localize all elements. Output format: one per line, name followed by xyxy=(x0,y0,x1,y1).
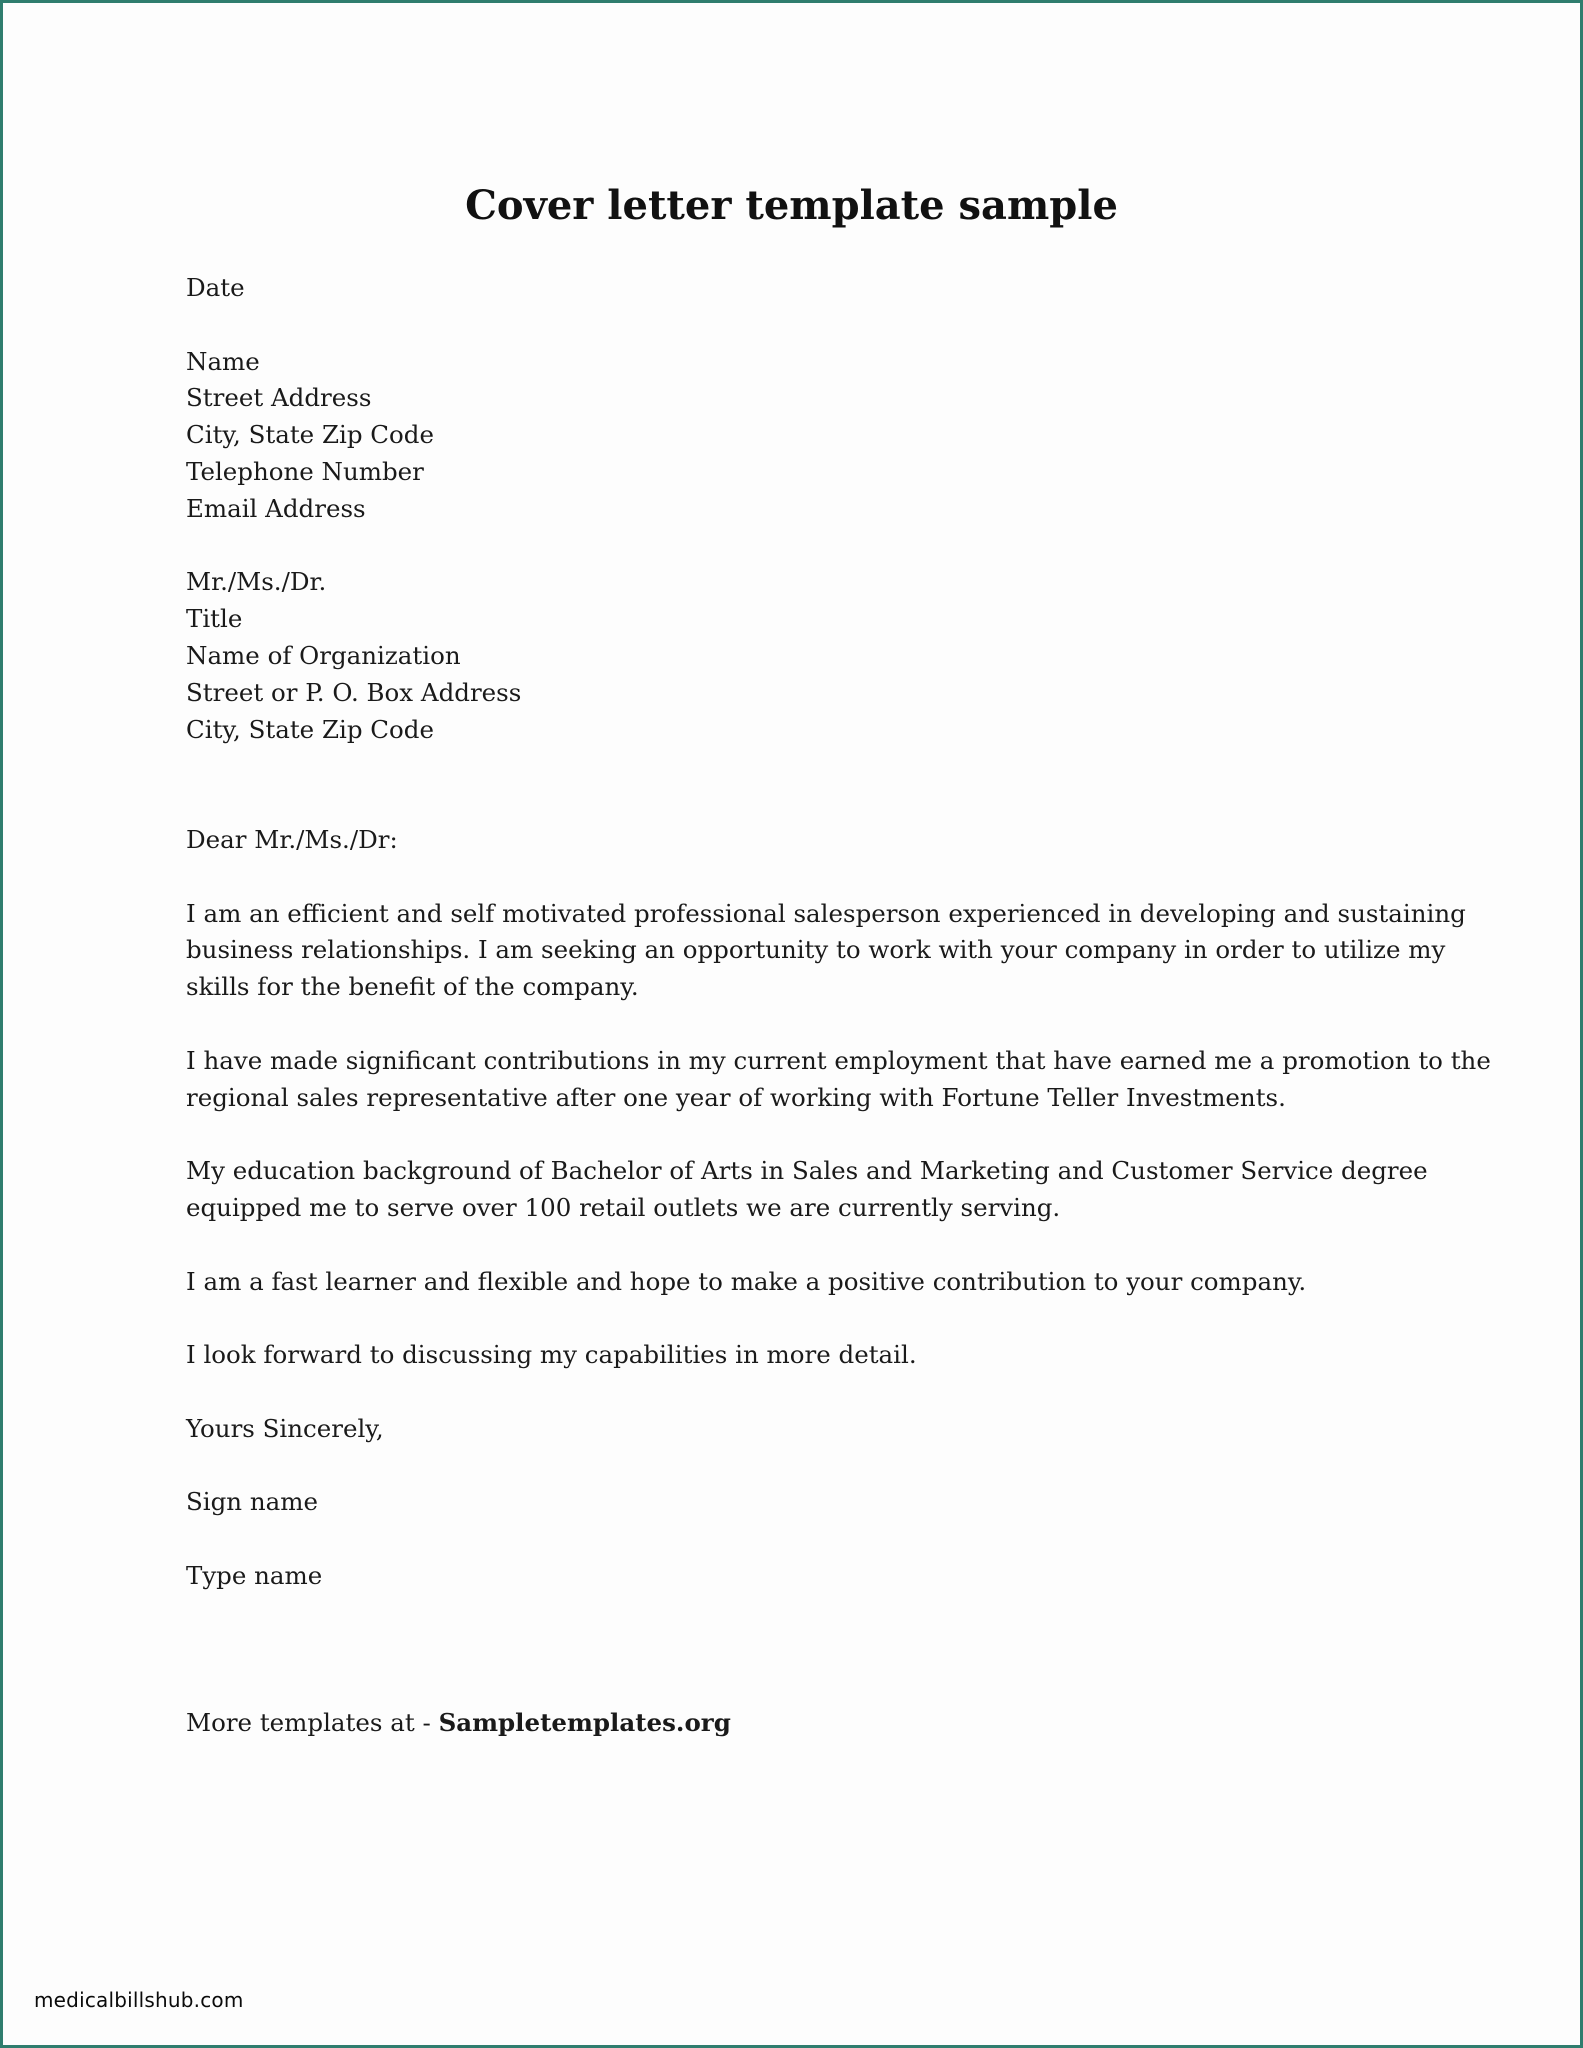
sender-block xyxy=(186,344,1426,528)
recipient-city: City, State Zip Code xyxy=(186,714,434,744)
sender-name: Name xyxy=(186,346,260,376)
closing: Yours Sincerely, xyxy=(186,1413,384,1443)
sender-street: Street Address xyxy=(186,383,372,413)
letter-body xyxy=(186,270,1491,1742)
page-title: Cover letter template sample xyxy=(465,182,1118,229)
recipient-street: Street or P. O. Box Address xyxy=(186,677,522,707)
body-paragraph xyxy=(186,896,1466,1006)
footer-site-link[interactable]: Sampletemplates.org xyxy=(438,1708,731,1738)
sender-phone: Telephone Number xyxy=(186,456,424,486)
paragraph-line: I look forward to discussing my capabilities in more detail. xyxy=(186,1340,917,1370)
body-paragraph xyxy=(186,1264,1426,1301)
body-paragraph xyxy=(186,1043,1491,1117)
date-line: Date xyxy=(186,273,245,302)
sender-city: City, State Zip Code xyxy=(186,420,434,450)
body-paragraph xyxy=(186,1337,1426,1374)
footer-prefix: More templates at - xyxy=(186,1708,439,1738)
paragraph-line: I am a fast learner and flexible and hope to make a positive contribution to your company. xyxy=(186,1266,1307,1296)
paragraph-line: skills for the benefit of the company. xyxy=(186,972,639,1002)
body-paragraph xyxy=(186,1153,1426,1227)
watermark: medicalbillshub.com xyxy=(34,1988,244,2012)
sender-email: Email Address xyxy=(186,493,366,523)
recipient-block xyxy=(186,564,1426,748)
type-name: Type name xyxy=(186,1560,323,1590)
paragraph-line: I have made significant contributions in my current employment that have earned me a promotion to the xyxy=(186,1045,1491,1075)
paragraph-line: equipped me to serve over 100 retail outlets we are currently serving. xyxy=(186,1192,1061,1222)
paragraph-line: My education background of Bachelor of Arts in Sales and Marketing and Customer Service degree xyxy=(186,1156,1428,1186)
paragraph-line: business relationships. I am seeking an opportunity to work with your company in order to utilize my xyxy=(186,935,1446,965)
paragraph-line: I am an efficient and self motivated professional salesperson experienced in developing and sustaining xyxy=(186,898,1466,928)
greeting: Dear Mr./Ms./Dr: xyxy=(186,824,398,854)
recipient-organization: Name of Organization xyxy=(186,640,461,670)
footer-line xyxy=(186,1705,1426,1742)
paragraph-line: regional sales representative after one year of working with Fortune Teller Investments. xyxy=(186,1082,1286,1112)
sign-name: Sign name xyxy=(186,1487,318,1517)
recipient-title: Title xyxy=(186,604,243,634)
recipient-salutation-title: Mr./Ms./Dr. xyxy=(186,567,327,597)
